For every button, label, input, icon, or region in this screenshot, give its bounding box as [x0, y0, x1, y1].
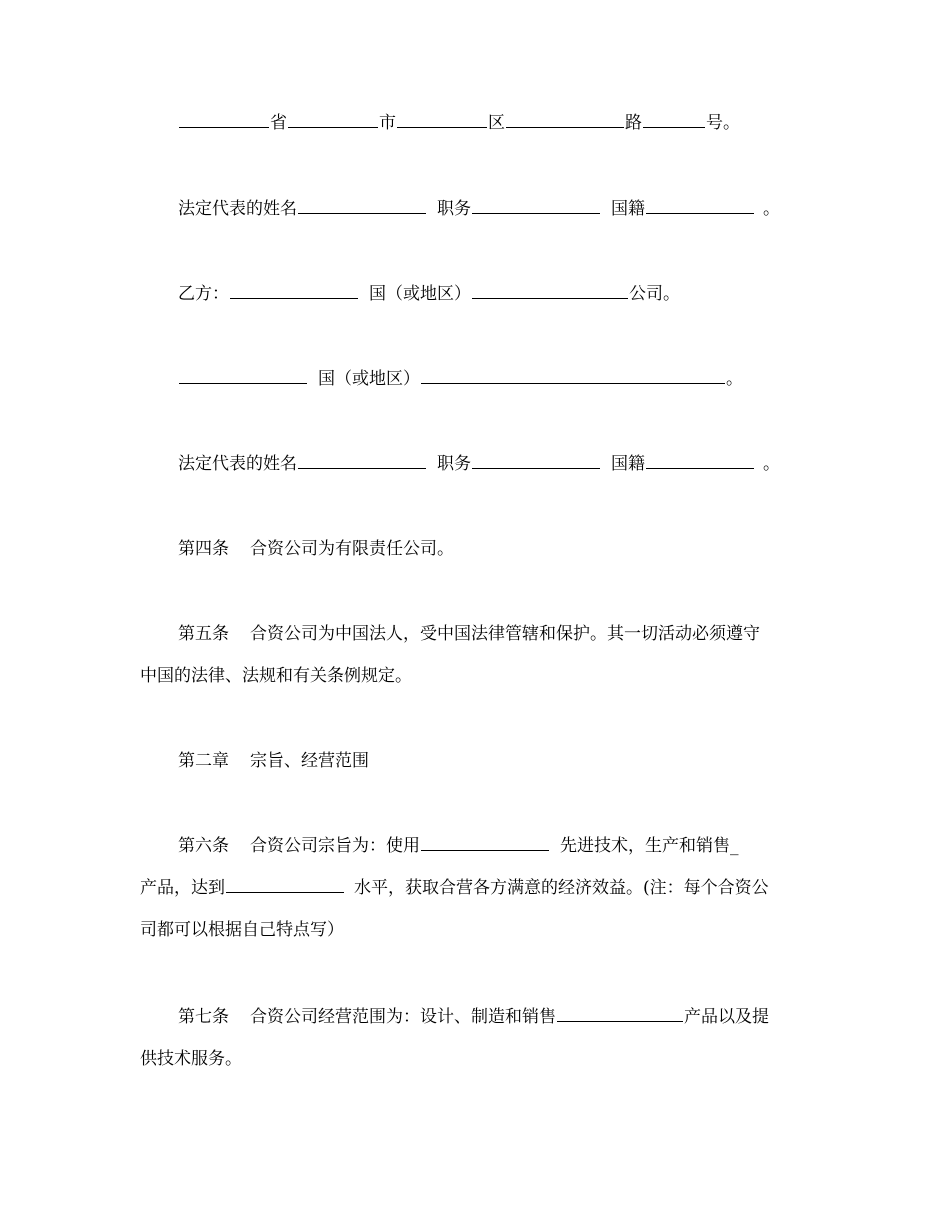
party-a-rep-line — [0, 192, 950, 226]
article-7-text-b: 产品以及提 — [684, 1007, 769, 1027]
rep-name-label: 法定代表的姓名 — [178, 199, 297, 219]
province-label: 省 — [270, 113, 287, 133]
chapter-2-heading — [0, 744, 950, 778]
chapter-2-number: 第二章 — [178, 751, 229, 771]
article-6-text-d: 水平，获取合营各方满意的经济效益。(注：每个合资公 — [354, 878, 769, 898]
rep-name-blank[interactable] — [298, 448, 426, 469]
rep-title-blank[interactable] — [472, 193, 600, 214]
article-5-line-1 — [0, 617, 950, 651]
road-label: 路 — [625, 113, 642, 133]
level-blank[interactable] — [226, 872, 344, 893]
rep-end: 。 — [763, 454, 780, 474]
address-line — [0, 106, 950, 140]
party-b-addr-country-blank[interactable] — [179, 363, 307, 384]
party-b-label: 乙方： — [178, 284, 229, 304]
rep-end: 。 — [763, 199, 780, 219]
article-4-text: 合资公司为有限责任公司。 — [250, 539, 454, 559]
article-6-line-3 — [0, 913, 950, 947]
article-6-number: 第六条 — [178, 836, 229, 856]
district-blank[interactable] — [397, 107, 487, 128]
road-blank[interactable] — [506, 107, 624, 128]
city-blank[interactable] — [288, 107, 378, 128]
article-6-text-e: 司都可以根据自己特点写） — [140, 920, 344, 940]
article-4-number: 第四条 — [178, 539, 229, 559]
rep-title-label: 职务 — [437, 199, 471, 219]
chapter-2-title: 宗旨、经营范围 — [250, 751, 369, 771]
rep-nationality-label: 国籍 — [611, 454, 645, 474]
number-label: 号。 — [706, 113, 740, 133]
article-5-number: 第五条 — [178, 624, 229, 644]
city-label: 市 — [379, 113, 396, 133]
rep-name-label: 法定代表的姓名 — [178, 454, 297, 474]
article-7-line-2 — [0, 1042, 950, 1076]
rep-nationality-label: 国籍 — [611, 199, 645, 219]
article-4 — [0, 532, 950, 566]
article-5-text-1: 合资公司为中国法人，受中国法律管辖和保护。其一切活动必须遵守 — [250, 624, 760, 644]
district-label: 区 — [488, 113, 505, 133]
article-7-number: 第七条 — [178, 1007, 229, 1027]
party-b-company-blank[interactable] — [472, 278, 628, 299]
article-6-text-c: 产品，达到 — [140, 878, 225, 898]
rep-title-label: 职务 — [437, 454, 471, 474]
article-6-text-b: 先进技术，生产和销售_ — [560, 836, 739, 856]
party-b-country-label: 国（或地区） — [369, 284, 471, 304]
article-5-line-2 — [0, 659, 950, 693]
province-blank[interactable] — [179, 107, 269, 128]
technology-blank[interactable] — [421, 830, 549, 851]
party-b-addr-country-label: 国（或地区） — [318, 369, 420, 389]
rep-name-blank[interactable] — [298, 193, 426, 214]
rep-nationality-blank[interactable] — [646, 193, 754, 214]
party-b-line — [0, 277, 950, 311]
article-6-text-a: 合资公司宗旨为：使用 — [250, 836, 420, 856]
number-blank[interactable] — [643, 107, 705, 128]
article-6-line-1 — [0, 829, 950, 863]
product-blank[interactable] — [557, 1001, 683, 1022]
party-b-address-line — [0, 362, 950, 396]
article-6-line-2 — [0, 871, 950, 905]
party-b-address-blank[interactable] — [421, 363, 725, 384]
article-7-text-a: 合资公司经营范围为：设计、制造和销售 — [250, 1007, 556, 1027]
party-b-country-blank[interactable] — [230, 278, 358, 299]
rep-nationality-blank[interactable] — [646, 448, 754, 469]
party-b-address-end: 。 — [726, 369, 743, 389]
article-7-line-1 — [0, 1000, 950, 1034]
article-7-text-c: 供技术服务。 — [140, 1049, 242, 1069]
rep-title-blank[interactable] — [472, 448, 600, 469]
party-b-company-label: 公司。 — [629, 284, 680, 304]
party-b-rep-line — [0, 447, 950, 481]
article-5-text-2: 中国的法律、法规和有关条例规定。 — [140, 666, 412, 686]
